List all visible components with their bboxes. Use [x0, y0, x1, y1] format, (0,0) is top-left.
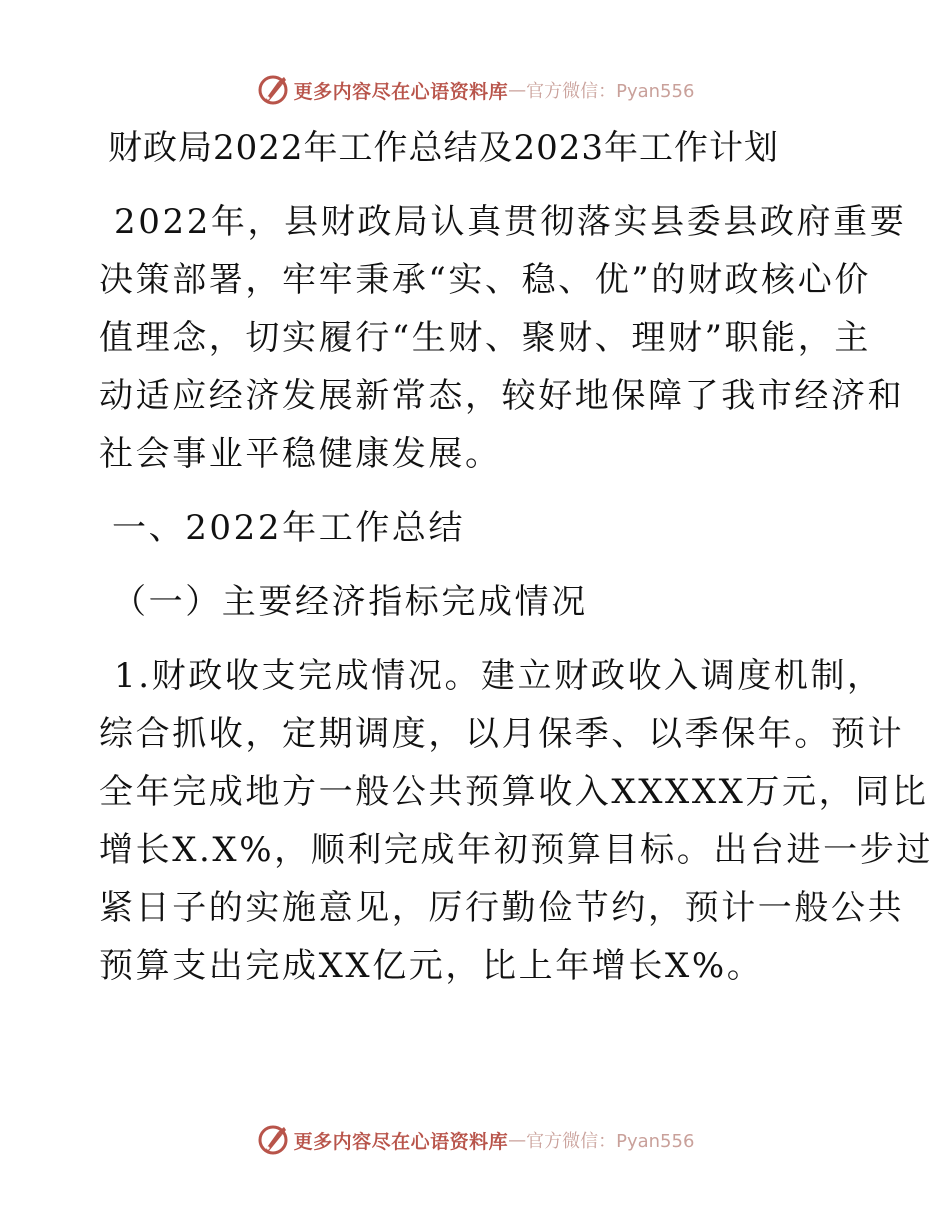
section-heading: 一、2022年工作总结: [112, 508, 466, 548]
subsection-heading: （一）主要经济指标完成情况: [112, 582, 588, 622]
watermark-contact-text: 官方微信：Pyan556: [526, 81, 695, 102]
item-line: 全年完成地方一般公共预算收入XXXXX万元，同比: [99, 772, 929, 812]
intro-line: 动适应经济发展新常态，较好地保障了我市经济和: [99, 376, 905, 416]
item-line: 预算支出完成XX亿元，比上年增长X%。: [99, 946, 764, 986]
intro-line: 值理念，切实履行“生财、聚财、理财”职能，主: [99, 318, 871, 358]
watermark-brand-text: 更多内容尽在心语资料库: [293, 1130, 509, 1153]
watermark-banner-bottom: [0, 1120, 950, 1160]
quill-pen-logo-icon: [256, 1123, 290, 1157]
intro-line: 社会事业平稳健康发展。: [99, 434, 502, 474]
watermark-contact-text: 官方微信：Pyan556: [526, 1131, 695, 1152]
intro-line: 2022年，县财政局认真贯彻落实县委县政府重要: [114, 202, 907, 242]
item-line: 紧日子的实施意见，厉行勤俭节约，预计一般公共: [99, 888, 905, 928]
item-line: 增长X.X%，顺利完成年初预算目标。出台进一步过: [99, 830, 933, 870]
quill-pen-logo-icon: [256, 73, 290, 107]
watermark-separator: —: [508, 79, 527, 101]
watermark-brand-text: 更多内容尽在心语资料库: [293, 80, 509, 103]
item-line: 综合抓收，定期调度，以月保季、以季保年。预计: [99, 714, 905, 754]
item-line: 1.财政收支完成情况。建立财政收入调度机制，: [114, 656, 884, 696]
watermark-separator: —: [508, 1129, 527, 1151]
watermark-banner-top: [0, 70, 950, 110]
intro-line: 决策部署，牢牢秉承“实、稳、优”的财政核心价: [99, 260, 871, 300]
document-title: 财政局2022年工作总结及2023年工作计划: [108, 128, 780, 168]
